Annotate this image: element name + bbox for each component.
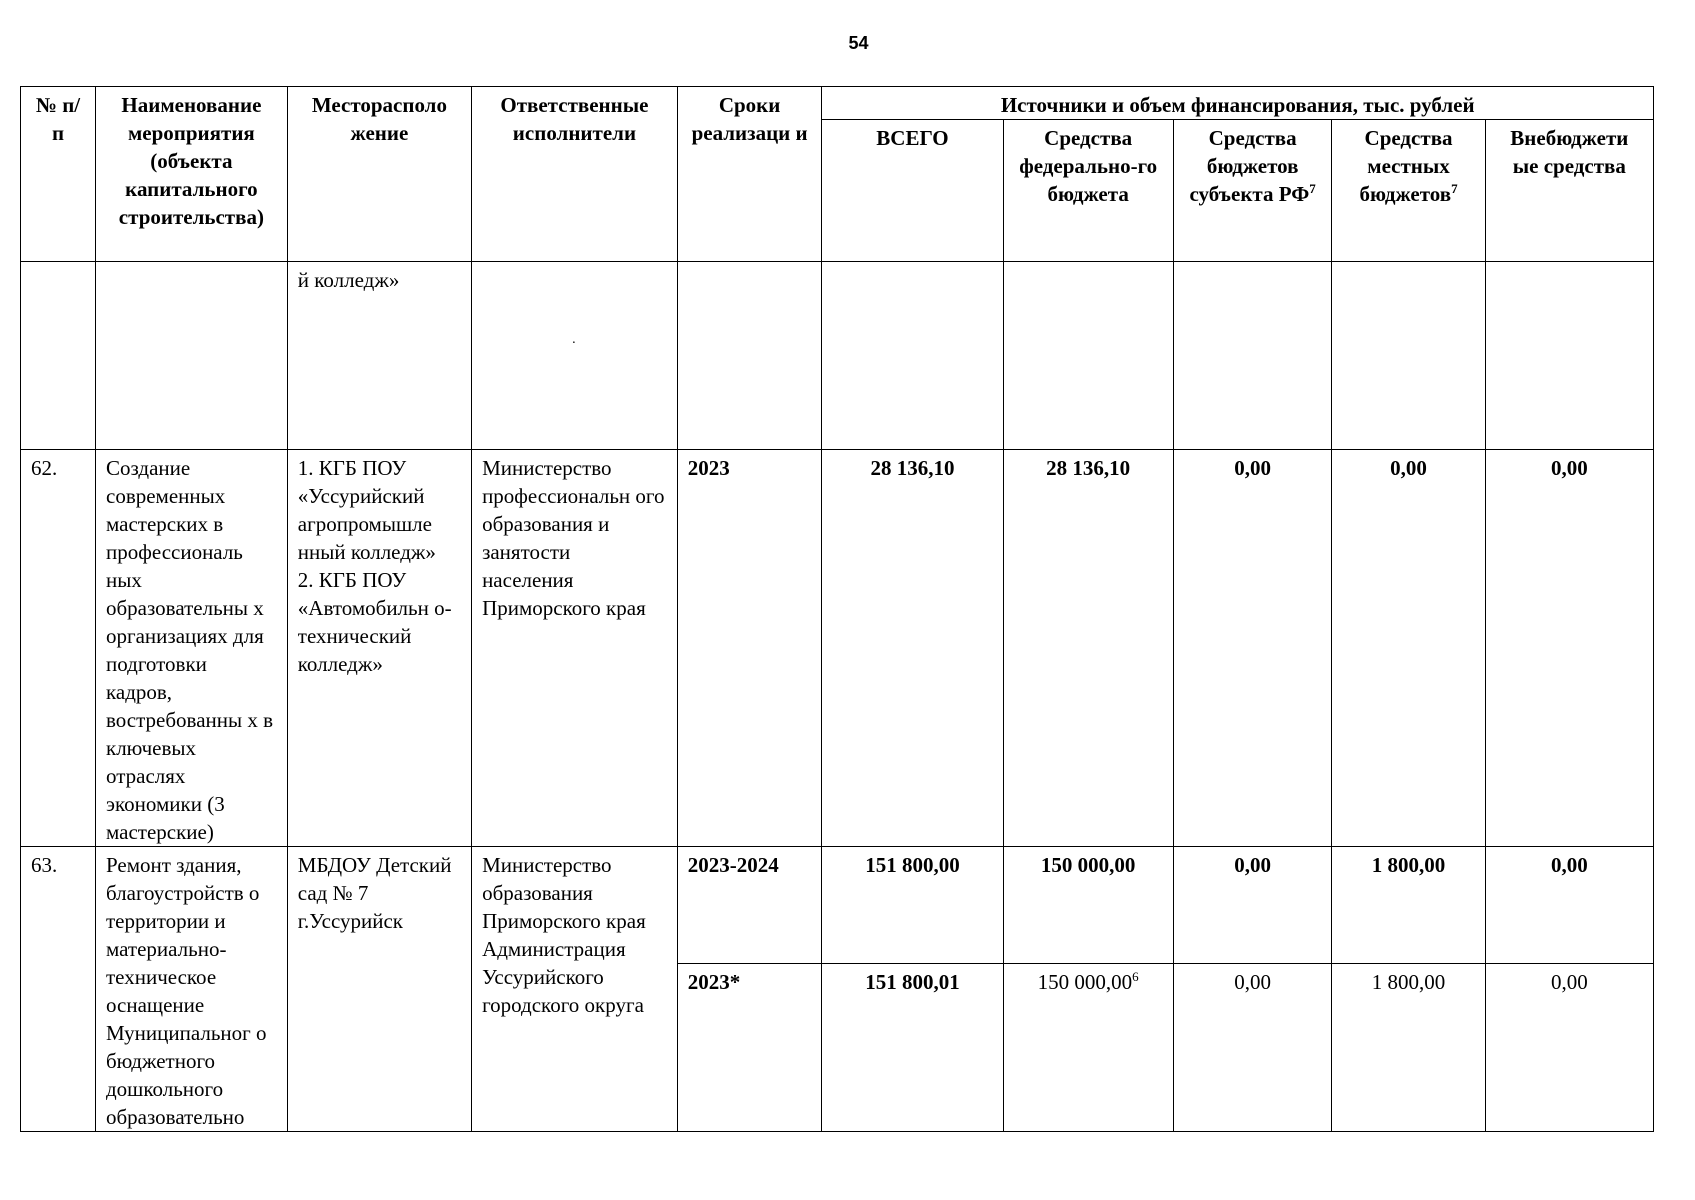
cell-extra: 0,00 (1485, 847, 1653, 964)
header-terms: Сроки реализаци и (677, 87, 822, 262)
page-number: 54 (848, 33, 869, 53)
cell-terms: 2023* (677, 964, 822, 1132)
cell-extra: 0,00 (1485, 964, 1653, 1132)
cell-empty (1173, 262, 1332, 450)
cell-location: й колледж» (287, 262, 471, 450)
header-responsible: Ответственные исполнители (472, 87, 678, 262)
cell-empty (822, 262, 1003, 450)
header-location: Месторасполо жение (287, 87, 471, 262)
cell-responsible: Министерство профессиональн ого образования и занятости населения Приморского края (472, 450, 678, 847)
location-item-2: 2. КГБ ПОУ «Автомобильн о-технический колледж» (297, 568, 452, 676)
cell-regional: 0,00 (1173, 847, 1332, 964)
cell-federal: 150 000,00 (1003, 847, 1173, 964)
header-federal: Средства федерально-го бюджета (1003, 120, 1173, 262)
cell-location (287, 450, 471, 847)
cell-empty (21, 262, 96, 450)
cell-regional: 0,00 (1173, 450, 1332, 847)
cell-extra: 0,00 (1485, 450, 1653, 847)
cell-responsible (472, 262, 678, 450)
header-row (21, 87, 1654, 120)
header-extra: Внебюджети ые средства (1485, 120, 1653, 262)
federal-value: 150 000,00 (1037, 970, 1133, 995)
table-row-63 (21, 847, 1654, 964)
header-regional-footnote: 7 (1309, 181, 1316, 196)
table-row-62 (21, 450, 1654, 847)
financing-table (20, 86, 1654, 1132)
cell-federal: 28 136,10 (1003, 450, 1173, 847)
header-sources-group: Источники и объем финансирования, тыс. рублей (822, 87, 1654, 120)
cell-local: 0,00 (1332, 450, 1485, 847)
cell-num: 63. (21, 847, 96, 1132)
cell-terms: 2023-2024 (677, 847, 822, 964)
cell-empty (1003, 262, 1173, 450)
header-regional (1173, 120, 1332, 262)
federal-footnote: 6 (1132, 969, 1139, 985)
cell-empty (96, 262, 288, 450)
header-local-label: Средства местных бюджетов (1359, 126, 1453, 206)
responsible-item-1: Министерство образования Приморского края (482, 853, 646, 933)
cell-total: 151 800,01 (822, 964, 1003, 1132)
stray-mark: . (572, 332, 576, 347)
cell-total: 28 136,10 (822, 450, 1003, 847)
cell-local: 1 800,00 (1332, 964, 1485, 1132)
header-local (1332, 120, 1485, 262)
location-item-1: 1. КГБ ПОУ «Уссурийский агропромышле нный колледж» (297, 456, 436, 564)
header-total: ВСЕГО (822, 120, 1003, 262)
cell-responsible (472, 847, 678, 1132)
cell-name: Ремонт здания, благоустройств о территории и материально-техническое оснащение Муниципальног о бюджетного дошкольного образовательно (96, 847, 288, 1132)
cell-local: 1 800,00 (1332, 847, 1485, 964)
cell-regional: 0,00 (1173, 964, 1332, 1132)
cell-empty (1332, 262, 1485, 450)
header-name: Наименование мероприятия (объекта капитального строительства) (96, 87, 288, 262)
cell-empty (1485, 262, 1653, 450)
cell-total: 151 800,00 (822, 847, 1003, 964)
cell-location: МБДОУ Детский сад № 7 г.Уссурийск (287, 847, 471, 1132)
cell-num: 62. (21, 450, 96, 847)
responsible-item-2: Администрация Уссурийского городского округа (482, 937, 644, 1017)
table-row-continued (21, 262, 1654, 450)
header-num: № п/п (21, 87, 96, 262)
cell-empty (677, 262, 822, 450)
cell-federal (1003, 964, 1173, 1132)
header-local-footnote: 7 (1451, 181, 1458, 196)
header-regional-label: Средства бюджетов субъекта РФ (1189, 126, 1310, 206)
cell-name: Создание современных мастерских в профессиональ ных образовательны х организациях для подготовки кадров, востребованны х в ключевых отраслях экономики (3 мастерские) (96, 450, 288, 847)
cell-terms: 2023 (677, 450, 822, 847)
